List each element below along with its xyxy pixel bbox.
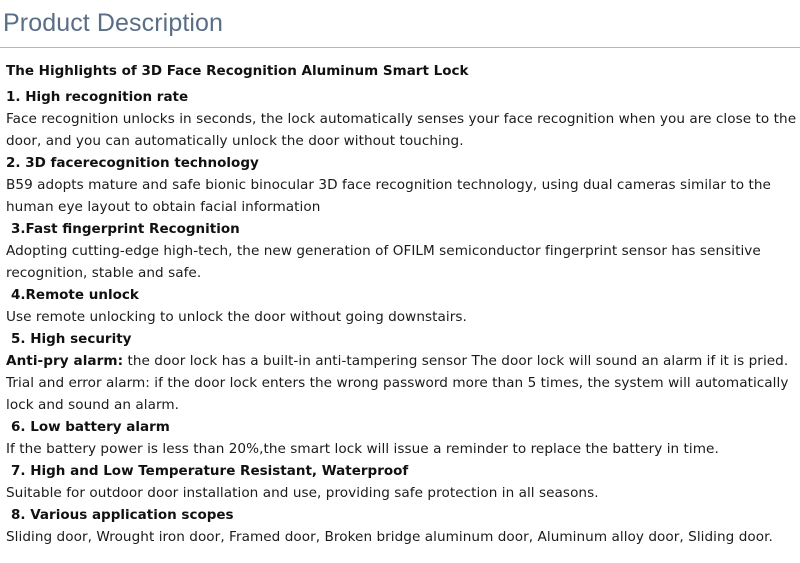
anti-pry-label: Anti-pry alarm:	[6, 353, 124, 369]
section-6	[6, 416, 800, 460]
section-title: 3.Fast fingerprint Recognition	[11, 221, 240, 237]
section-title: 6. Low battery alarm	[11, 419, 170, 435]
highlights-heading: The Highlights of 3D Face Recognition Aluminum Smart Lock	[6, 63, 469, 79]
section-title: 5. High security	[11, 331, 132, 347]
section-title: 1. High recognition rate	[6, 89, 189, 105]
section-3	[6, 218, 800, 284]
section-body-secondary: Trial and error alarm: if the door lock enters the wrong password more than 5 times, the system will automatically lock and sound an alarm.	[6, 375, 789, 413]
section-body: Use remote unlocking to unlock the door without going downstairs.	[6, 309, 467, 325]
section-body: Sliding door, Wrought iron door, Framed door, Broken bridge aluminum door, Aluminum alloy door, Sliding door.	[6, 529, 773, 545]
section-7	[6, 460, 800, 504]
section-body: Face recognition unlocks in seconds, the lock automatically senses your face recognition when you are close to the door, and you can automatically unlock the door without touching.	[6, 111, 797, 149]
section-1	[6, 86, 800, 152]
section-body: Suitable for outdoor door installation and use, providing safe protection in all seasons.	[6, 485, 599, 501]
section-title: 4.Remote unlock	[11, 287, 139, 303]
section-header	[0, 0, 800, 48]
section-8	[6, 504, 800, 548]
section-body	[6, 350, 800, 372]
anti-pry-text: the door lock has a built-in anti-tampering sensor The door lock will sound an alarm if it is pried.	[123, 353, 789, 369]
page-title: Product Description	[3, 9, 224, 37]
section-body: If the battery power is less than 20%,the smart lock will issue a reminder to replace the battery in time.	[6, 441, 719, 457]
section-title: 8. Various application scopes	[11, 507, 234, 523]
section-title: 2. 3D facerecognition technology	[6, 155, 259, 171]
section-4	[6, 284, 800, 328]
description-content	[0, 48, 800, 548]
section-body: Adopting cutting-edge high-tech, the new generation of OFILM semiconductor fingerprint sensor has sensitive recognition, stable and safe.	[6, 243, 761, 281]
section-5	[6, 328, 800, 416]
section-2	[6, 152, 800, 218]
section-title: 7. High and Low Temperature Resistant, Waterproof	[11, 463, 409, 479]
section-body: B59 adopts mature and safe bionic binocular 3D face recognition technology, using dual cameras similar to the human eye layout to obtain facial information	[6, 177, 771, 215]
